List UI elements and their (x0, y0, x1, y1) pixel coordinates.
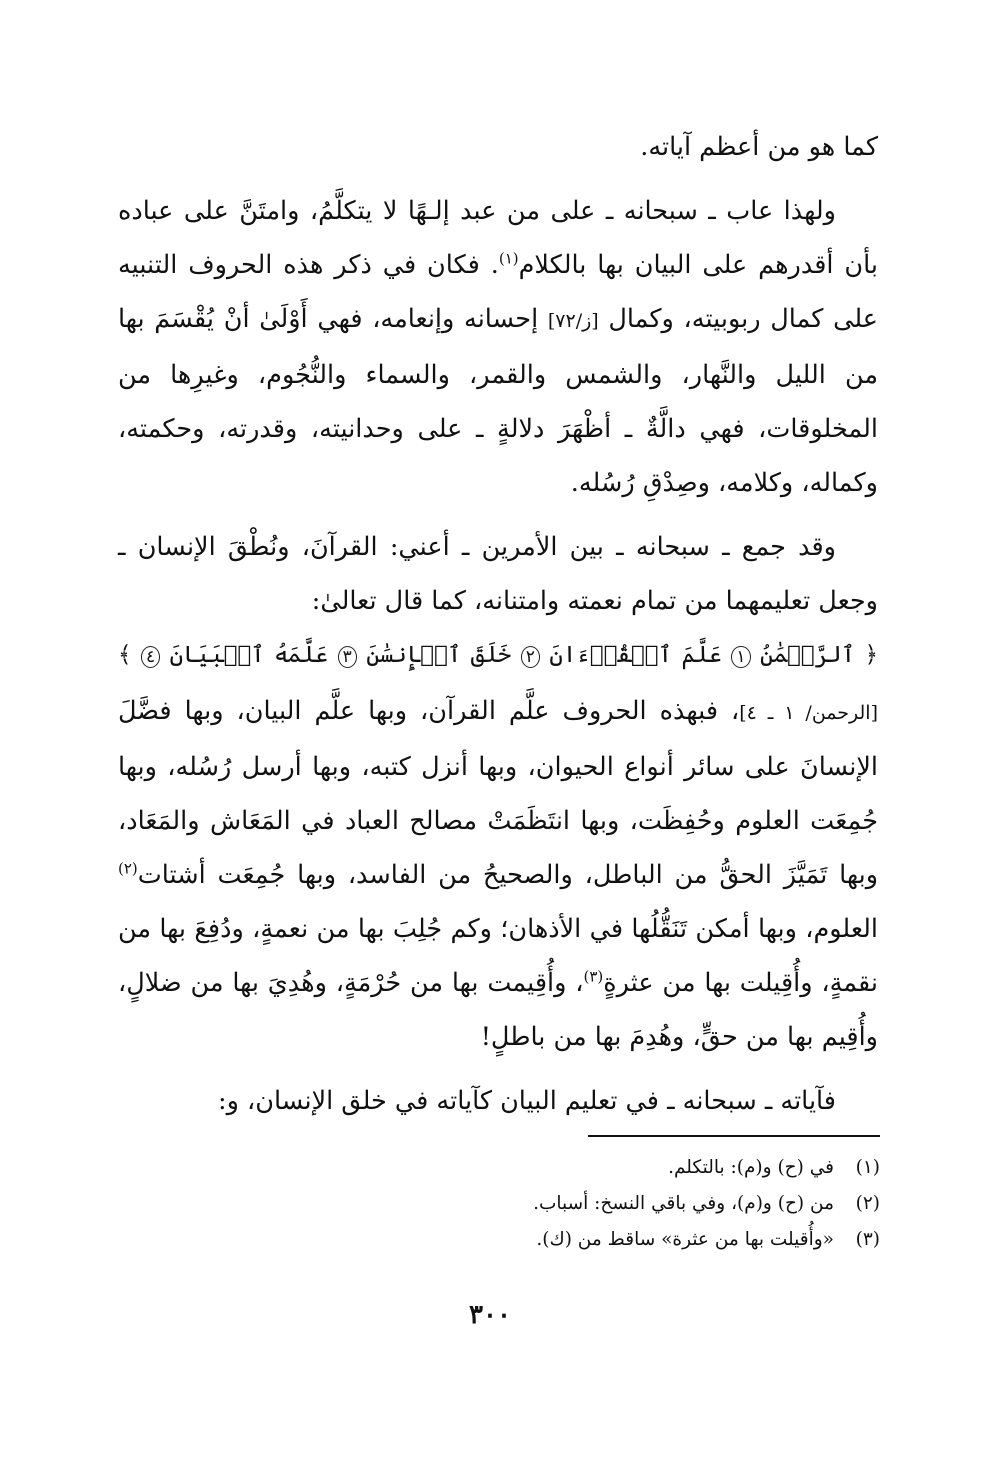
text-line: وقد جمع ـ سبحانه ـ بين الأمرين ـ أعني: القرآنَ، ونُطْقَ (227, 532, 836, 562)
paragraph-3 (118, 520, 878, 628)
ayah-number: ٤ (141, 646, 160, 668)
ayah-number: ٣ (338, 646, 357, 668)
footnote-text: «وأُقيلت بها من عثرة» ساقط من (ك). (536, 1229, 834, 1250)
ayah-number: ٢ (521, 646, 540, 668)
text-line: إحسانه وإنعامه، فهي أَوْلَىٰ أنْ (223, 304, 548, 334)
footnote-marker[interactable]: (١) (498, 249, 519, 268)
text-line: عباده بأن أقدرهم على البيان بها بالكلام (118, 196, 878, 280)
footnote-marker[interactable]: (٢) (118, 859, 138, 878)
text-line: بها من حُرْمَةٍ، وهُدِيَ بها من ضلالٍ، وأُقِيم بها من حقٍّ، وهُدِمَ بها من (118, 968, 878, 1052)
text-line: العلوم، وبها أمكن تَنَقُّلُها في الأذهان؛ وكم (450, 914, 879, 944)
footnote-divider (588, 1135, 880, 1137)
text-line: باطلٍ! (480, 1022, 546, 1052)
quran-verse (118, 628, 878, 684)
footnote-item (300, 1186, 880, 1222)
footnote-number: (٢) (855, 1193, 880, 1214)
text-line: الإنسان ـ وجعل تعليمهما من تمام نعمته وامتنانه، كما قال تعالىٰ: (118, 532, 878, 616)
footnotes (300, 1150, 880, 1258)
verse-word: ٱلرَّحۡمَٰنُ (760, 642, 856, 668)
footnote-number: (١) (855, 1157, 880, 1178)
text-line: يُقْسَمَ بها من الليل والنَّهار، والشمس والقمر، والسماء والنُّجُوم، (118, 304, 879, 390)
verse-word: خَلَقَ ٱلۡإِنسَٰنَ (366, 642, 512, 668)
text-line: وقدرته، وحكمته، وكماله، وكلامه، وصِدْقِ رُسُله. (118, 414, 878, 498)
footnote-number: (٣) (855, 1229, 880, 1250)
page-number: ٣٠٠ (469, 1300, 511, 1330)
ornate-bracket-open: ﴿ (864, 642, 879, 668)
text-line: ، فبهذه الحروف علَّم القرآن، وبها علَّم البيان، وبها (184, 696, 740, 726)
footnote-item (300, 1222, 880, 1258)
paragraph-2 (118, 184, 878, 510)
manuscript-reference: [ز/٧٢] (547, 310, 599, 332)
text-line: المَعَاش والمَعَاد، وبها تَمَيَّزَ الحقُّ من الباطل، والصحيحُ من الفاسد، (118, 806, 879, 890)
text-line: ولهذا عاب ـ سبحانه ـ على من عبد إلـهًا لا يتكلَّمُ، وامتَنَّ على (183, 196, 836, 226)
footnote-item (300, 1150, 880, 1186)
surah-reference: [الرحمن/ ١ ـ ٤] (739, 702, 878, 724)
text-line: التنبيه على كمال ربوبيته، وكمال (118, 250, 878, 334)
text-line: كما هو من أعظم آياته. (640, 132, 878, 162)
paragraph-1 (118, 120, 878, 174)
ornate-bracket-close: ﴾ (118, 642, 132, 668)
footnote-text: من (ح) و(م)، وفي باقي النسخ: أسباب. (533, 1193, 834, 1214)
ayah-number: ١ (731, 646, 750, 668)
verse-word: عَلَّمَهُ ٱلۡبَيَانَ (169, 642, 329, 668)
verse-word: عَلَّمَ ٱلۡقُرۡءَانَ (549, 642, 722, 668)
text-line: فآياته ـ سبحانه ـ في تعليم البيان كآياته في خلق الإنسان، و: (217, 1086, 836, 1116)
paragraph-3-continued (118, 684, 878, 1064)
footnote-text: في (ح) و(م): بالتكلم. (668, 1157, 834, 1178)
text-line: جُلِبَ بها من نعمةٍ، ودُفِعَ بها من نقمةٍ، وأُقِيلت بها من عثرةٍ (118, 914, 879, 998)
text-line: . فكان في ذكر هذه الحروف (188, 250, 499, 280)
footnote-marker[interactable]: (٣) (583, 967, 604, 986)
text-line: رُسُله، وبها جُمِعَت العلوم وحُفِظَت، وبها انتَظَمَتْ مصالح العباد في (118, 752, 878, 836)
text-line: وغيرِها من المخلوقات، فهي دالَّةٌ ـ أظْهَرَ دلالةٍ ـ على وحدانيته، (118, 360, 879, 444)
main-text (118, 120, 878, 1128)
text-line: ، وأُقِيمت (487, 968, 584, 998)
text-line: فضَّلَ الإنسانَ على سائر أنواع الحيوان، وبها أنزل كتبه، وبها أرسل (118, 696, 879, 782)
text-line: وبها جُمِعَت أشتات (137, 860, 337, 890)
paragraph-4 (118, 1074, 878, 1128)
